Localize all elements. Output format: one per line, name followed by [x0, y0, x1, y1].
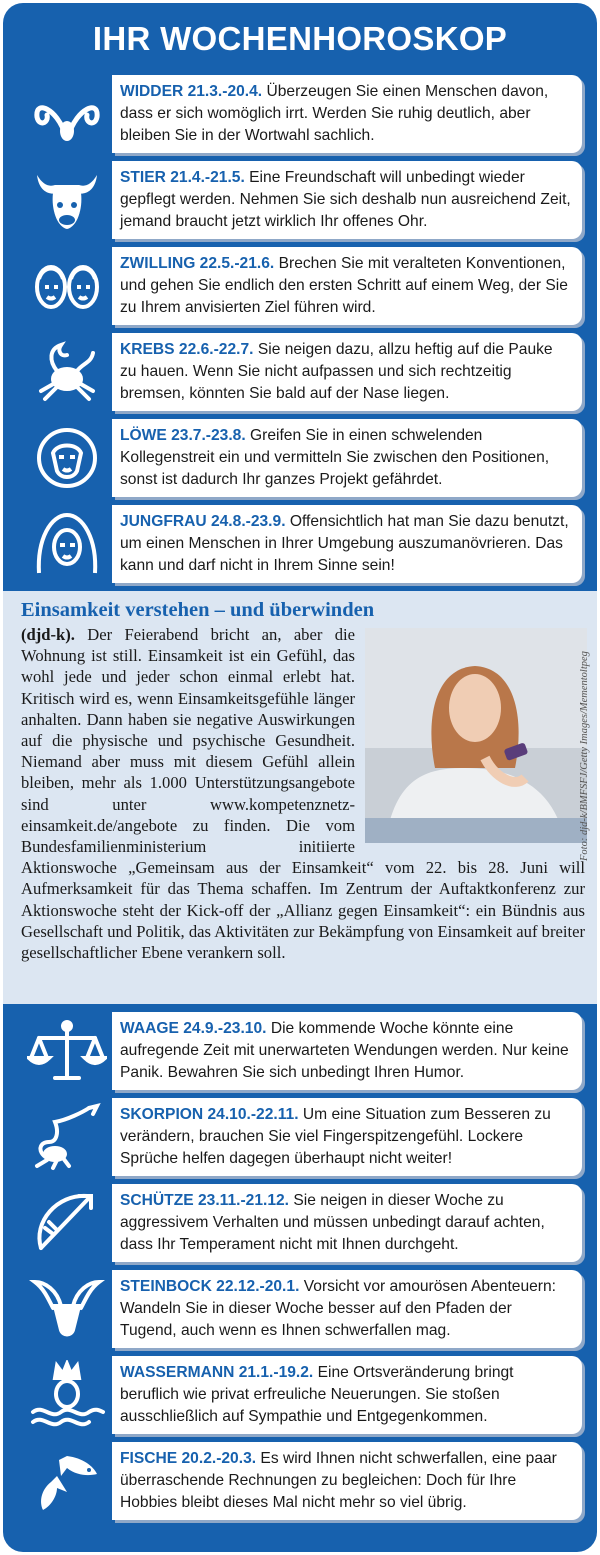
article-text: Der Feierabend bricht an, aber die Wohnung ist still. Einsamkeit ist ein Gefühl, das wohl jede und jeder schon einmal erlebt hat. Kritisch wird es, wenn Einsamkeitsgefühle länger anhalten. Dann haben sie negative Auswirkungen auf die physische und psychische Gesundheit. Niemand aber muss mit diesem Gefühl allein bleiben, mehr als 1.000 Unterstützungsangebote sind unter www.kompetenznetz-einsamkeit.de/angebote zu finden. Die vom Bundesfamilienministerium initiierte Aktionswoche „Gemeinsam aus der Einsamkeit“ vom 22. bis 28. Juni will Aufmerksamkeit für das Thema schaffen. Im Zentrum der Auftaktkonferenz zur Aktionswoche steht der Kick-off der „Allianz gegen Einsamkeit“: ein Bündnis aus Gesellschaft und Politik, das Aktivitäten zur Bekämpfung von Einsamkeit auf breiter gesellschaftlicher Ebene verankern soll. [21, 625, 585, 963]
sign-text: Sie neigen in dieser Woche zu aggressivem Verhalten und müssen unbedingt darauf achten, dass Ihr Temperament nicht mit Ihnen durchgeht. [120, 1192, 545, 1253]
taurus-icon [22, 161, 112, 239]
photo-credit: Foto: djd-k/BMFSFJ/Getty Images/Mementoltpeg [579, 651, 590, 861]
page-title: IHR WOCHENHOROSKOP [92, 20, 508, 57]
sign-card [112, 161, 582, 239]
sagittarius-icon [22, 1184, 112, 1262]
article [3, 591, 597, 1004]
sign-card [112, 505, 582, 583]
sign-text: Greifen Sie in einen schwelenden Kollegenstreit ein und vermitteln Sie zwischen den Positionen, sonst ist dadurch Ihr ganzes Projekt gefährdet. [120, 427, 550, 488]
sign-text: Eine Freundschaft will unbedingt wieder gepflegt werden. Nehmen Sie sich deshalb nun ausreichend Zeit, jemand braucht jetzt wirklich Ihr offenes Ohr. [120, 169, 571, 230]
sign-card [112, 333, 582, 411]
sign-libra [22, 1012, 582, 1090]
signs-top [3, 75, 597, 583]
capricorn-icon [22, 1270, 112, 1348]
sign-text: Es wird Ihnen nicht schwerfallen, eine paar überraschende Rechnungen zu begleichen: Doch für Ihre Hobbies bleibt dieses Mal nicht mehr so viel übrig. [120, 1450, 557, 1511]
leo-icon [22, 419, 112, 497]
sign-card [112, 1184, 582, 1262]
sign-name: WASSERMANN 21.1.-19.2. [120, 1364, 314, 1381]
sign-card [112, 1012, 582, 1090]
sign-sagittarius [22, 1184, 582, 1262]
sign-text: Offensichtlich hat man Sie dazu benutzt, um einen Menschen in Ihrer Umgebung auszumanövrieren. Das kann und darf nicht in Ihrem Sinne sein! [120, 513, 569, 574]
scorpio-icon [22, 1098, 112, 1176]
sign-card [112, 1356, 582, 1434]
article-body [21, 624, 585, 963]
signs-bottom [3, 1012, 597, 1520]
sign-name: JUNGFRAU 24.8.-23.9. [120, 513, 286, 530]
gemini-icon [22, 247, 112, 325]
sign-name: ZWILLING 22.5.-21.6. [120, 255, 275, 272]
article-lead: (djd-k). [21, 625, 75, 644]
sign-name: LÖWE 23.7.-23.8. [120, 427, 246, 444]
sign-card [112, 1270, 582, 1348]
sign-name: KREBS 22.6.-22.7. [120, 341, 254, 358]
sign-card [112, 247, 582, 325]
sign-card [112, 1098, 582, 1176]
sign-name: SCHÜTZE 23.11.-21.12. [120, 1192, 290, 1209]
sign-text: Die kommende Woche könnte eine aufregende Zeit mit unerwarteten Wendungen werden. Nur keine Panik. Bewahren Sie sich unbedingt Ihren Humor. [120, 1020, 569, 1081]
sign-scorpio [22, 1098, 582, 1176]
sign-text: Um eine Situation zum Besseren zu verändern, brauchen Sie viel Fingerspitzengefühl. Lockere Sprüche helfen dagegen überhaupt nicht weiter! [120, 1106, 551, 1167]
pisces-icon [22, 1442, 112, 1520]
sign-name: WIDDER 21.3.-20.4. [120, 83, 263, 100]
sign-text: Brechen Sie mit veralteten Konventionen, und gehen Sie endlich den ersten Schritt auf einem Weg, der Sie zu Ihrem anvisierten Ziel führen wird. [120, 255, 568, 316]
sign-name: FISCHE 20.2.-20.3. [120, 1450, 257, 1467]
libra-icon [22, 1012, 112, 1090]
sign-card [112, 75, 582, 153]
sign-taurus [22, 161, 582, 239]
sign-capricorn [22, 1270, 582, 1348]
sign-virgo [22, 505, 582, 583]
sign-name: WAAGE 24.9.-23.10. [120, 1020, 267, 1037]
aquarius-icon [22, 1356, 112, 1434]
virgo-icon [22, 505, 112, 583]
aries-icon [22, 75, 112, 153]
sign-text: Sie neigen dazu, allzu heftig auf die Pauke zu hauen. Wenn Sie nicht aufpassen und sich rechtzeitig bremsen, könnten Sie bald auf der Nase liegen. [120, 341, 553, 402]
sign-gemini [22, 247, 582, 325]
sign-cancer [22, 333, 582, 411]
sign-card [112, 1442, 582, 1520]
sign-name: STIER 21.4.-21.5. [120, 169, 245, 186]
article-heading: Einsamkeit verstehen – und überwinden [21, 599, 375, 621]
article-photo [365, 628, 587, 843]
sign-text: Überzeugen Sie einen Menschen davon, dass er sich womöglich irrt. Werden Sie ruhig deutlich, aber bleiben Sie in der Wortwahl sachlich. [120, 83, 549, 144]
sign-text: Vorsicht vor amourösen Abenteuern: Wandeln Sie in dieser Woche besser auf den Pfaden der Tugend, auch wenn es Ihnen schwerfallen mag. [120, 1278, 556, 1339]
sign-text: Eine Ortsveränderung bringt beruflich wie privat erfreuliche Neuerungen. Sie stoßen ausschließlich auf Sympathie und Entgegenkommen. [120, 1364, 514, 1425]
sign-aries [22, 75, 582, 153]
sign-pisces [22, 1442, 582, 1520]
sign-name: STEINBOCK 22.12.-20.1. [120, 1278, 300, 1295]
sign-card [112, 419, 582, 497]
horoscope-panel [3, 3, 597, 1552]
sign-aquarius [22, 1356, 582, 1434]
sign-leo [22, 419, 582, 497]
sign-name: SKORPION 24.10.-22.11. [120, 1106, 299, 1123]
cancer-icon [22, 333, 112, 411]
